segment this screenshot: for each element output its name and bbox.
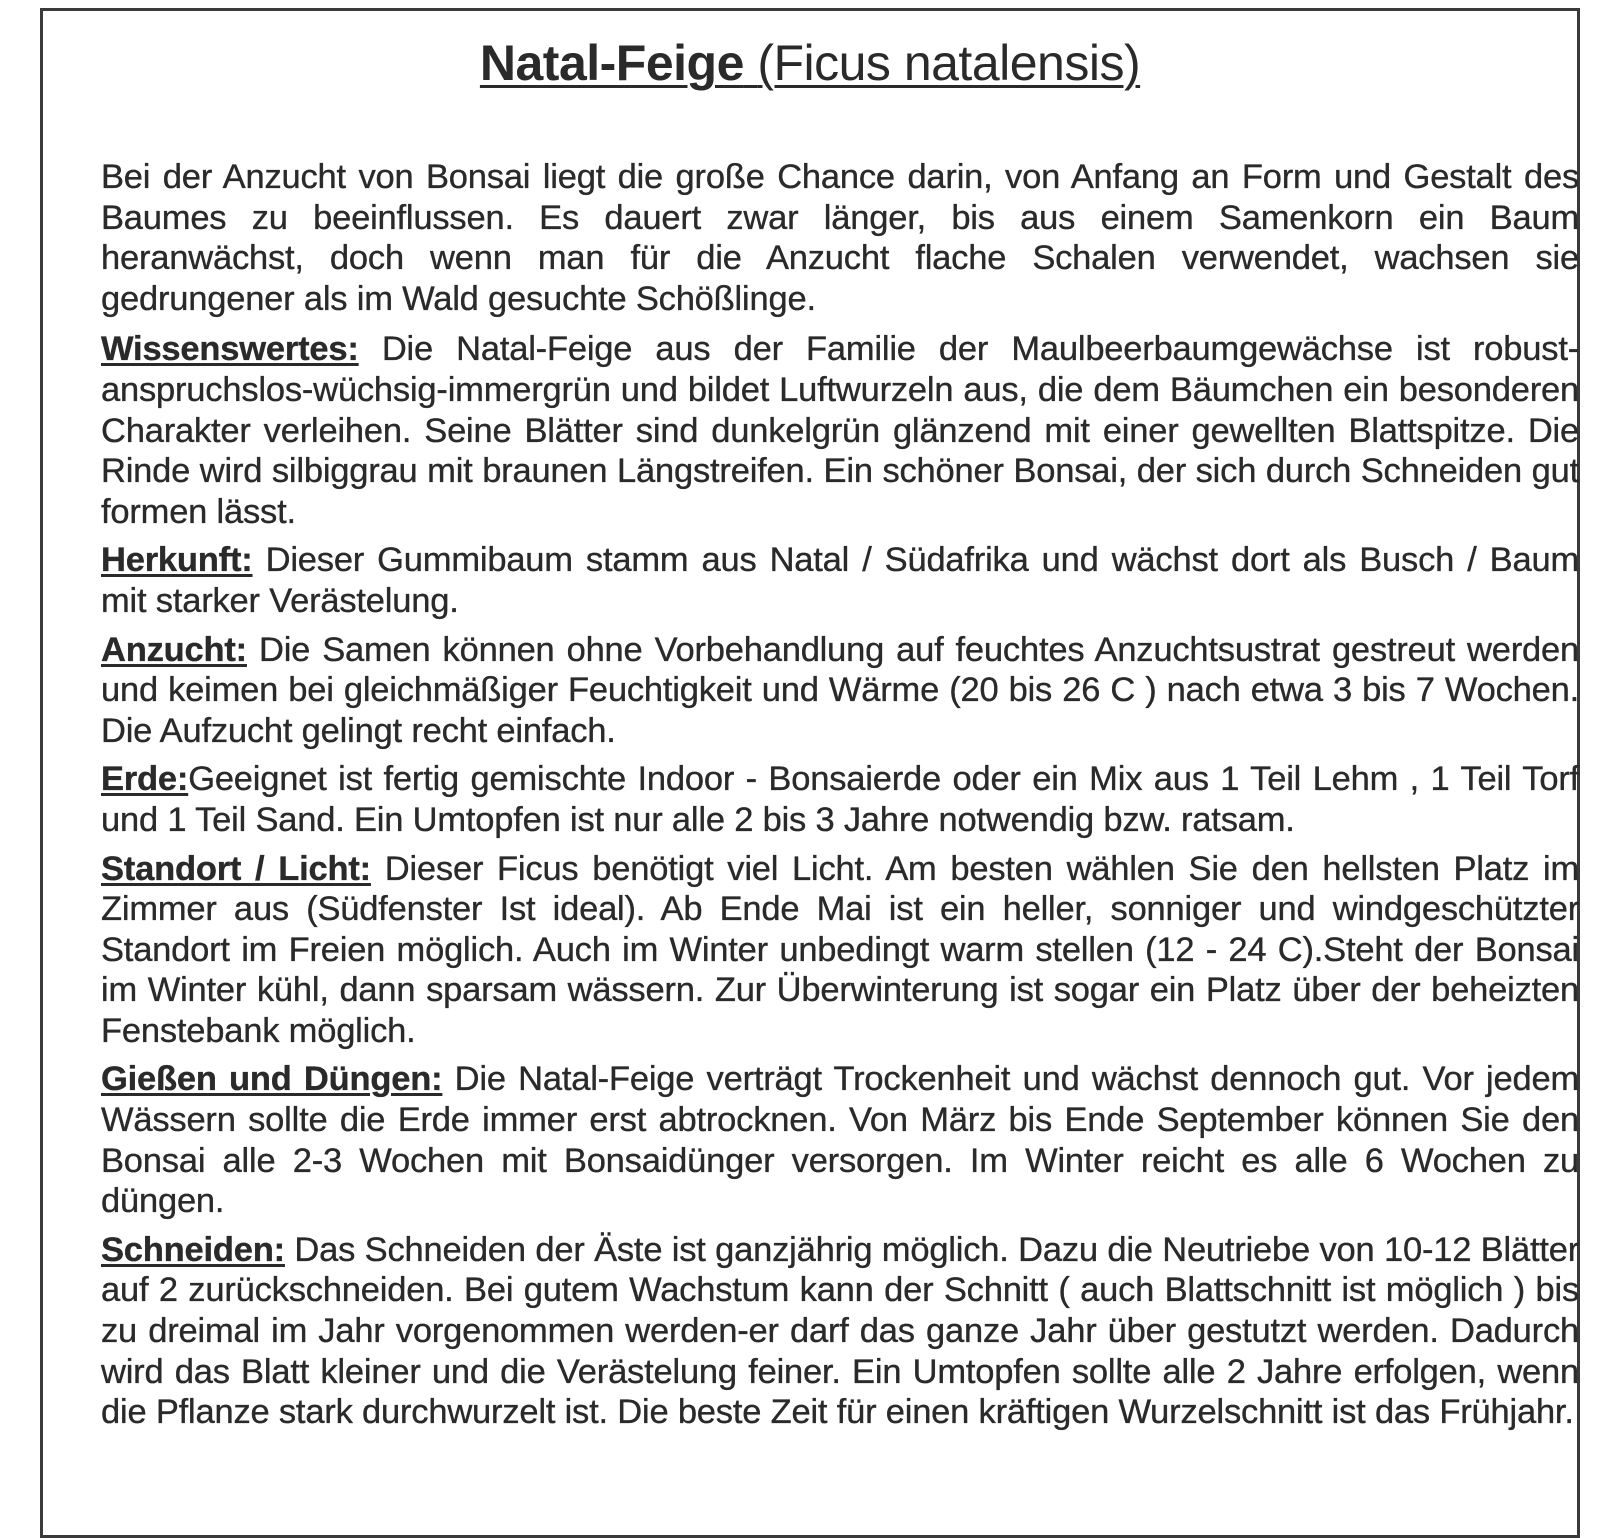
- section-text: Das Schneiden der Äste ist ganzjährig möglich. Dazu die Neutriebe von 10-12 Blätter auf 2 zurückschneiden. Bei gutem Wachstum kann der Schnitt ( auch Blattschnitt ist möglich ) bis zu dreimal im Jahr vorgenommen werden-er darf das ganze Jahr über gestutzt werden. Dadurch wird das Blatt kleiner und die Verästelung feiner. Ein Umtopfen sollte alle 2 Jahre erfolgen, wenn die Pflanze stark durchwurzelt ist. Die beste Zeit für einen kräftigen Wurzelschnitt ist das Frühjahr.: [101, 1230, 1579, 1432]
- section-heading: Herkunft:: [101, 541, 253, 580]
- section-heading: Standort / Licht:: [101, 849, 371, 888]
- section-text: Dieser Ficus benötigt viel Licht. Am besten wählen Sie den hellsten Platz im Zimmer aus (Südfenster Ist ideal). Ab Ende Mai ist ein heller, sonniger und windgeschützter Standort im Freien möglich. Auch im Winter unbedingt warm stellen (12 - 24 C).Steht der Bonsai im Winter kühl, dann sparsam wässern. Zur Überwinterung ist sogar ein Platz über der beheizten Fenstebank möglich.: [101, 849, 1580, 1050]
- section-text: Dieser Gummibaum stamm aus Natal / Südafrika und wächst dort als Busch / Baum mit starker Verästelung.: [101, 541, 1579, 620]
- section-schneiden: [101, 1230, 1579, 1433]
- section-heading: Anzucht:: [101, 630, 247, 669]
- section-heading: Gießen und Düngen:: [101, 1060, 443, 1099]
- section-text: Die Samen können ohne Vorbehandlung auf feuchtes Anzuchtsustrat gestreut werden und keimen bei gleichmäßiger Feuchtigkeit und Wärme (20 bis 26 C ) nach etwa 3 bis 7 Wochen. Die Aufzucht gelingt recht einfach.: [101, 630, 1579, 750]
- section-text: Geeignet ist fertig gemischte Indoor - Bonsaierde oder ein Mix aus 1 Teil Lehm , 1 Teil Torf und 1 Teil Sand. Ein Umtopfen ist nur alle 2 bis 3 Jahre notwendig bzw. ratsam.: [101, 760, 1579, 839]
- section-heading: Erde:: [101, 760, 189, 799]
- section-heading: Schneiden:: [101, 1230, 285, 1269]
- section-erde: [101, 759, 1579, 840]
- document-body: [101, 157, 1579, 1441]
- section-heading: Wissenswertes:: [101, 330, 359, 369]
- intro-paragraph: Bei der Anzucht von Bonsai liegt die große Chance darin, von Anfang an Form und Gestalt des Baumes zu beeinflussen. Es dauert zwar länger, bis aus einem Samenkorn ein Baum heranwächst, doch wenn man für die Anzucht flache Schalen verwendet, wachsen sie gedrungener als im Wald gesuchte Schößlinge.: [101, 158, 1579, 318]
- section-herkunft: [101, 540, 1579, 621]
- section-anzucht: [101, 630, 1579, 752]
- section-standort-licht: [101, 849, 1579, 1052]
- section-text: Die Natal-Feige aus der Familie der Maulbeerbaumgewächse ist robust-anspruchslos-wüchsig-immergrün und bildet Luftwurzeln aus, die dem Bäumchen ein besonderen Charakter verleihen. Seine Blätter sind dunkelgrün glänzend mit einer gewellten Blattspitze. Die Rinde wird silbiggrau mit braunen Längstreifen. Ein schöner Bonsai, der sich durch Schneiden gut formen lässt.: [101, 330, 1579, 531]
- title-common-name: Natal-Feige: [479, 35, 744, 91]
- document-frame: [40, 8, 1580, 1538]
- page-title: [43, 33, 1577, 93]
- section-wissenswertes: [101, 329, 1579, 532]
- section-text: Die Natal-Feige verträgt Trockenheit und wächst dennoch gut. Vor jedem Wässern sollte die Erde immer erst abtrocknen. Von März bis Ende September können Sie den Bonsai alle 2-3 Wochen mit Bonsaidünger versorgen. Im Winter reicht es alle 6 Wochen zu düngen.: [101, 1060, 1579, 1221]
- title-spacer: [744, 35, 757, 91]
- title-botanical-name: (Ficus natalensis): [757, 35, 1141, 91]
- section-giessen-duengen: [101, 1059, 1579, 1221]
